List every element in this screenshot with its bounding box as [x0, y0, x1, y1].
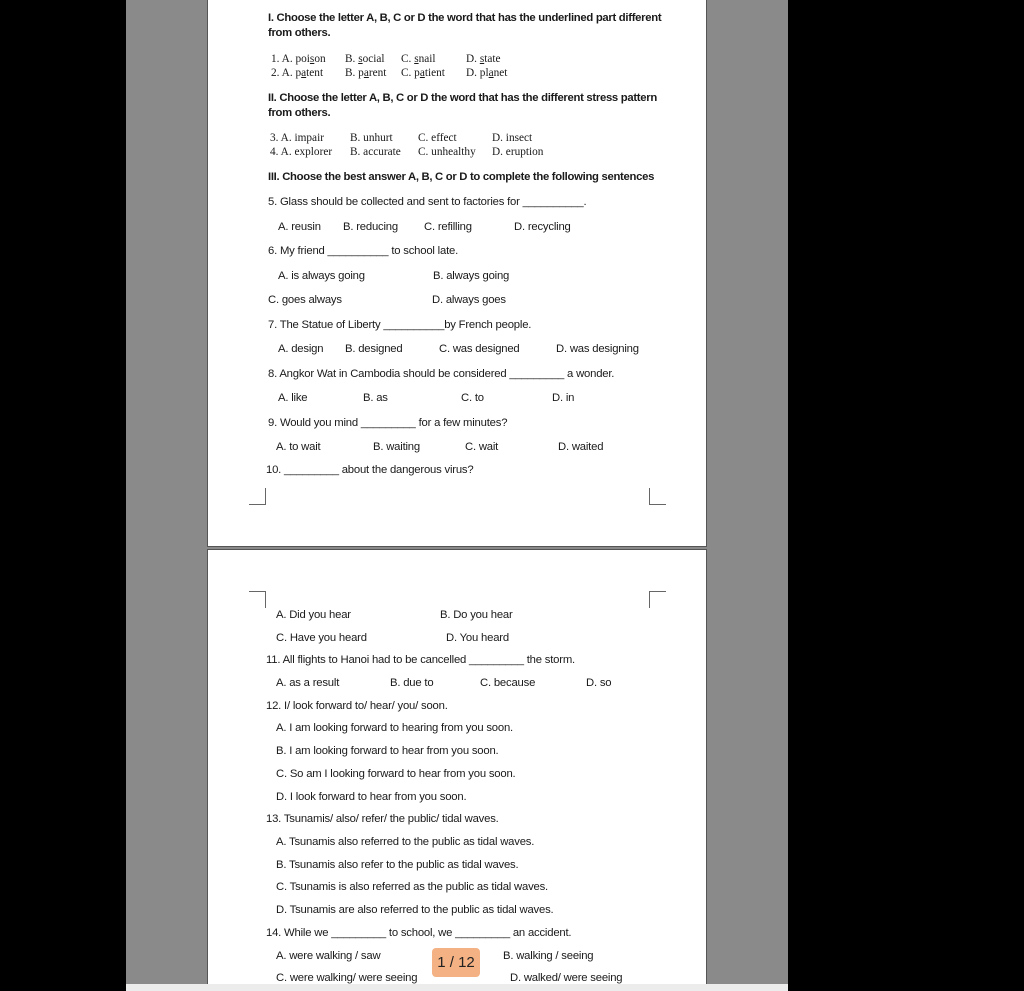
q12-option-a: A. I am looking forward to hearing from you soon. [276, 722, 513, 734]
q7-option-a: A. design [278, 343, 324, 355]
q10-text: 10. _________ about the dangerous virus? [266, 464, 474, 476]
q13-option-b: B. Tsunamis also refer to the public as tidal waves. [276, 859, 519, 871]
q7-text: 7. The Statue of Liberty __________by French people. [268, 319, 532, 331]
section2-title-cont: from others. [268, 107, 331, 119]
q8-text: 8. Angkor Wat in Cambodia should be considered _________ a wonder. [268, 368, 615, 380]
section3-title: III. Choose the best answer A, B, C or D to complete the following sentences [268, 171, 655, 183]
q2-option-d: D. planet [466, 67, 508, 79]
crop-mark-top-right [649, 591, 666, 608]
q1-option-d: D. state [466, 53, 501, 65]
q7-option-b: B. designed [345, 343, 403, 355]
q9-option-c: C. wait [465, 441, 499, 453]
q11-option-a: A. as a result [276, 677, 340, 689]
section1-title: I. Choose the letter A, B, C or D the word that has the underlined part different [268, 12, 662, 24]
q10-option-b: B. Do you hear [440, 609, 513, 621]
q11-option-d: D. so [586, 677, 612, 689]
q4-option-a: 4. A. explorer [270, 146, 333, 158]
q13-option-a: A. Tsunamis also referred to the public as tidal waves. [276, 836, 535, 848]
q5-option-c: C. refilling [424, 221, 472, 233]
crop-mark-bottom-right [649, 488, 666, 505]
q11-text: 11. All flights to Hanoi had to be cancelled _________ the storm. [266, 654, 575, 666]
q6-option-c: C. goes always [268, 294, 342, 306]
q9-text: 9. Would you mind _________ for a few minutes? [268, 417, 508, 429]
q6-option-b: B. always going [433, 270, 510, 282]
q1-option-a: 1. A. poison [271, 53, 326, 65]
q14-option-d: D. walked/ were seeing [510, 972, 623, 984]
q7-option-d: D. was designing [556, 343, 639, 355]
q14-option-c: C. were walking/ were seeing [276, 972, 418, 984]
q9-option-a: A. to wait [276, 441, 321, 453]
crop-mark-top-left [249, 591, 266, 608]
section1-title-cont: from others. [268, 27, 331, 39]
q6-text: 6. My friend __________ to school late. [268, 245, 459, 257]
q2-option-a: 2. A. patent [271, 67, 324, 79]
q10-option-a: A. Did you hear [276, 609, 351, 621]
q12-text: 12. I/ look forward to/ hear/ you/ soon. [266, 700, 448, 712]
q14-option-a: A. were walking / saw [276, 950, 381, 962]
q9-option-b: B. waiting [373, 441, 420, 453]
q11-option-b: B. due to [390, 677, 434, 689]
q5-option-d: D. recycling [514, 221, 571, 233]
q8-option-d: D. in [552, 392, 575, 404]
q1-option-b: B. social [345, 53, 385, 65]
q5-option-b: B. reducing [343, 221, 398, 233]
q2-option-c: C. patient [401, 67, 445, 79]
q3-option-b: B. unhurt [350, 132, 393, 144]
q4-option-d: D. eruption [492, 146, 544, 158]
q7-option-c: C. was designed [439, 343, 520, 355]
q6-option-d: D. always goes [432, 294, 506, 306]
q10-option-d: D. You heard [446, 632, 509, 644]
q11-option-c: C. because [480, 677, 536, 689]
q5-option-a: A. reusin [278, 221, 321, 233]
section2-title: II. Choose the letter A, B, C or D the word that has the different stress pattern [268, 92, 657, 104]
q13-text: 13. Tsunamis/ also/ refer/ the public/ tidal waves. [266, 813, 499, 825]
document-page-2 [207, 549, 707, 991]
q14-text: 14. While we _________ to school, we _________ an accident. [266, 927, 572, 939]
q5-text: 5. Glass should be collected and sent to factories for __________. [268, 196, 587, 208]
q3-option-c: C. effect [418, 132, 457, 144]
q3-option-a: 3. A. impair [270, 132, 324, 144]
q12-option-b: B. I am looking forward to hear from you soon. [276, 745, 499, 757]
q4-option-b: B. accurate [350, 146, 401, 158]
q8-option-a: A. like [278, 392, 308, 404]
q2-option-b: B. parent [345, 67, 387, 79]
q8-option-b: B. as [363, 392, 388, 404]
q10-option-c: C. Have you heard [276, 632, 367, 644]
q1-option-c: C. snail [401, 53, 436, 65]
document-viewer[interactable] [126, 0, 788, 991]
q14-option-b: B. walking / seeing [503, 950, 594, 962]
q4-option-c: C. unhealthy [418, 146, 476, 158]
q12-option-d: D. I look forward to hear from you soon. [276, 791, 467, 803]
q13-option-c: C. Tsunamis is also referred as the public as tidal waves. [276, 881, 548, 893]
q6-option-a: A. is always going [278, 270, 365, 282]
q3-option-d: D. insect [492, 132, 533, 144]
document-page-1 [207, 0, 707, 547]
page-indicator: 1 / 12 [432, 948, 480, 977]
q12-option-c: C. So am I looking forward to hear from you soon. [276, 768, 516, 780]
viewer-bottom-bar [126, 984, 788, 991]
q9-option-d: D. waited [558, 441, 604, 453]
q13-option-d: D. Tsunamis are also referred to the public as tidal waves. [276, 904, 554, 916]
crop-mark-bottom-left [249, 488, 266, 505]
q8-option-c: C. to [461, 392, 484, 404]
